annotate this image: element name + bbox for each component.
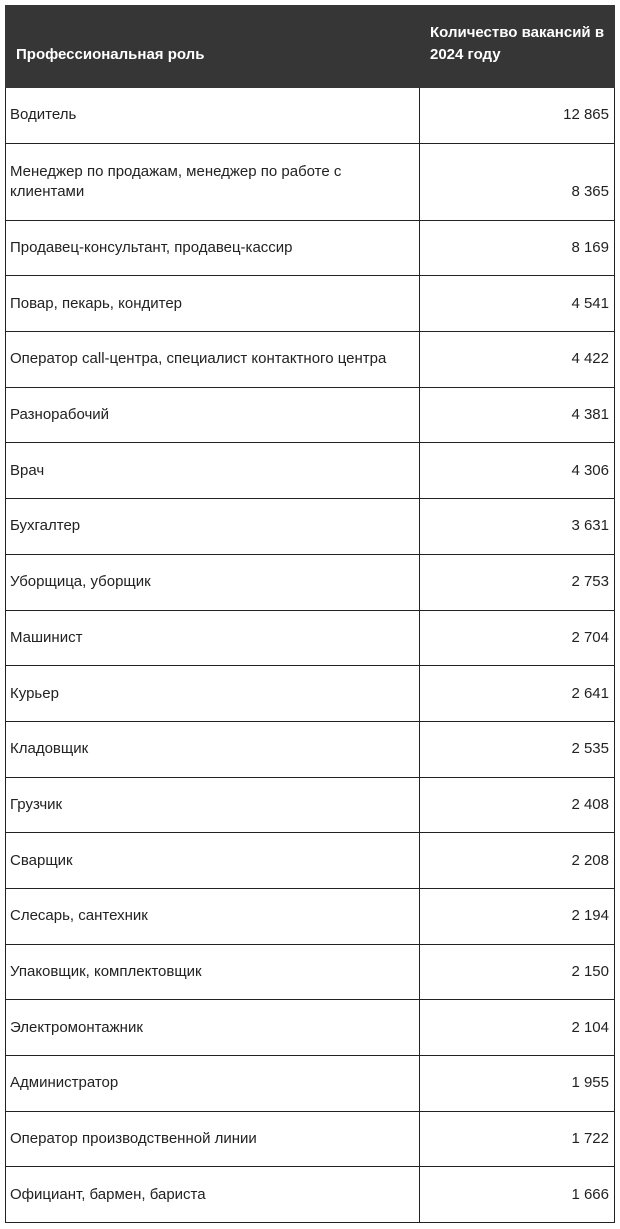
count-cell: 2 150 [420, 944, 615, 1000]
role-cell: Машинист [6, 610, 420, 666]
count-cell: 1 955 [420, 1056, 615, 1112]
role-cell: Электромонтажник [6, 1000, 420, 1056]
count-cell: 2 535 [420, 721, 615, 777]
role-cell: Кладовщик [6, 721, 420, 777]
table-row [6, 88, 615, 144]
count-cell: 4 306 [420, 443, 615, 499]
count-cell: 2 208 [420, 833, 615, 889]
role-cell: Администратор [6, 1056, 420, 1112]
count-cell: 12 865 [420, 88, 615, 144]
table-row [6, 443, 615, 499]
table-row [6, 777, 615, 833]
vacancies-table [5, 5, 615, 1223]
table-row [6, 666, 615, 722]
table-row [6, 499, 615, 555]
table-row [6, 220, 615, 276]
role-cell: Сварщик [6, 833, 420, 889]
count-cell: 8 365 [420, 143, 615, 220]
count-cell: 2 641 [420, 666, 615, 722]
role-cell: Курьер [6, 666, 420, 722]
count-cell: 1 666 [420, 1167, 615, 1223]
role-cell: Слесарь, сантехник [6, 888, 420, 944]
table-row [6, 833, 615, 889]
table-row [6, 143, 615, 220]
table-row [6, 332, 615, 388]
role-cell: Оператор производственной линии [6, 1111, 420, 1167]
table-row [6, 1000, 615, 1056]
table-header [6, 6, 615, 88]
table-row [6, 1056, 615, 1112]
role-cell: Уборщица, уборщик [6, 554, 420, 610]
role-cell: Повар, пекарь, кондитер [6, 276, 420, 332]
role-cell: Официант, бармен, бариста [6, 1167, 420, 1223]
count-cell: 4 541 [420, 276, 615, 332]
header-count: Количество вакансий в 2024 году [420, 6, 615, 88]
role-cell: Врач [6, 443, 420, 499]
role-cell: Упаковщик, комплектовщик [6, 944, 420, 1000]
role-cell: Продавец-консультант, продавец-кассир [6, 220, 420, 276]
count-cell: 1 722 [420, 1111, 615, 1167]
vacancies-table-container [5, 5, 614, 1223]
count-cell: 3 631 [420, 499, 615, 555]
table-row [6, 610, 615, 666]
count-cell: 2 194 [420, 888, 615, 944]
table-row [6, 1111, 615, 1167]
role-cell: Бухгалтер [6, 499, 420, 555]
header-row [6, 6, 615, 88]
table-row [6, 276, 615, 332]
table-row [6, 554, 615, 610]
role-cell: Водитель [6, 88, 420, 144]
count-cell: 8 169 [420, 220, 615, 276]
count-cell: 2 753 [420, 554, 615, 610]
header-role: Профессиональная роль [6, 6, 420, 88]
table-body [6, 88, 615, 1223]
table-row [6, 888, 615, 944]
table-row [6, 944, 615, 1000]
table-row [6, 1167, 615, 1223]
count-cell: 2 104 [420, 1000, 615, 1056]
count-cell: 2 408 [420, 777, 615, 833]
role-cell: Оператор call-центра, специалист контактного центра [6, 332, 420, 388]
role-cell: Разнорабочий [6, 387, 420, 443]
count-cell: 2 704 [420, 610, 615, 666]
count-cell: 4 422 [420, 332, 615, 388]
table-row [6, 387, 615, 443]
table-row [6, 721, 615, 777]
count-cell: 4 381 [420, 387, 615, 443]
role-cell: Грузчик [6, 777, 420, 833]
role-cell: Менеджер по продажам, менеджер по работе с клиентами [6, 143, 420, 220]
